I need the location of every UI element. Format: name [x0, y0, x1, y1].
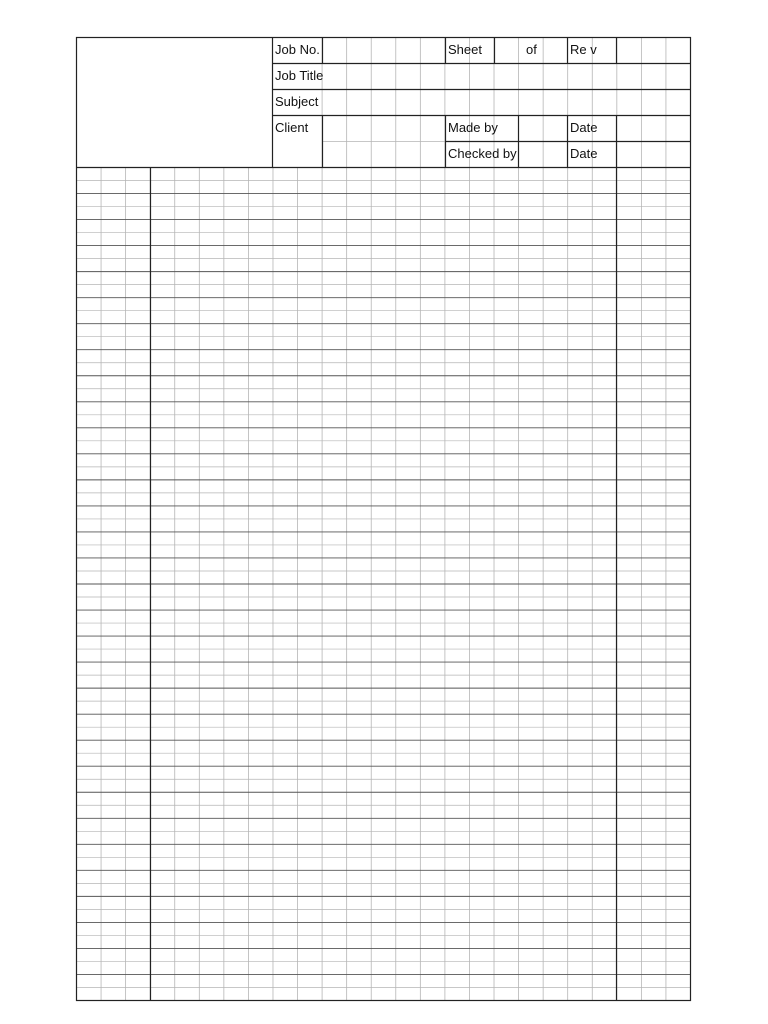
checked-by-label: Checked by — [448, 146, 517, 161]
date-label-checked: Date — [570, 146, 598, 161]
subject-label: Subject — [275, 94, 319, 109]
job-title-label: Job Title — [275, 68, 324, 83]
client-label: Client — [275, 120, 309, 135]
of-label: of — [526, 42, 537, 57]
sheet-label: Sheet — [448, 42, 482, 57]
made-by-label: Made by — [448, 120, 498, 135]
date-label-made: Date — [570, 120, 598, 135]
job-no-label: Job No. — [275, 42, 320, 57]
rev-label: Re v — [570, 42, 597, 57]
